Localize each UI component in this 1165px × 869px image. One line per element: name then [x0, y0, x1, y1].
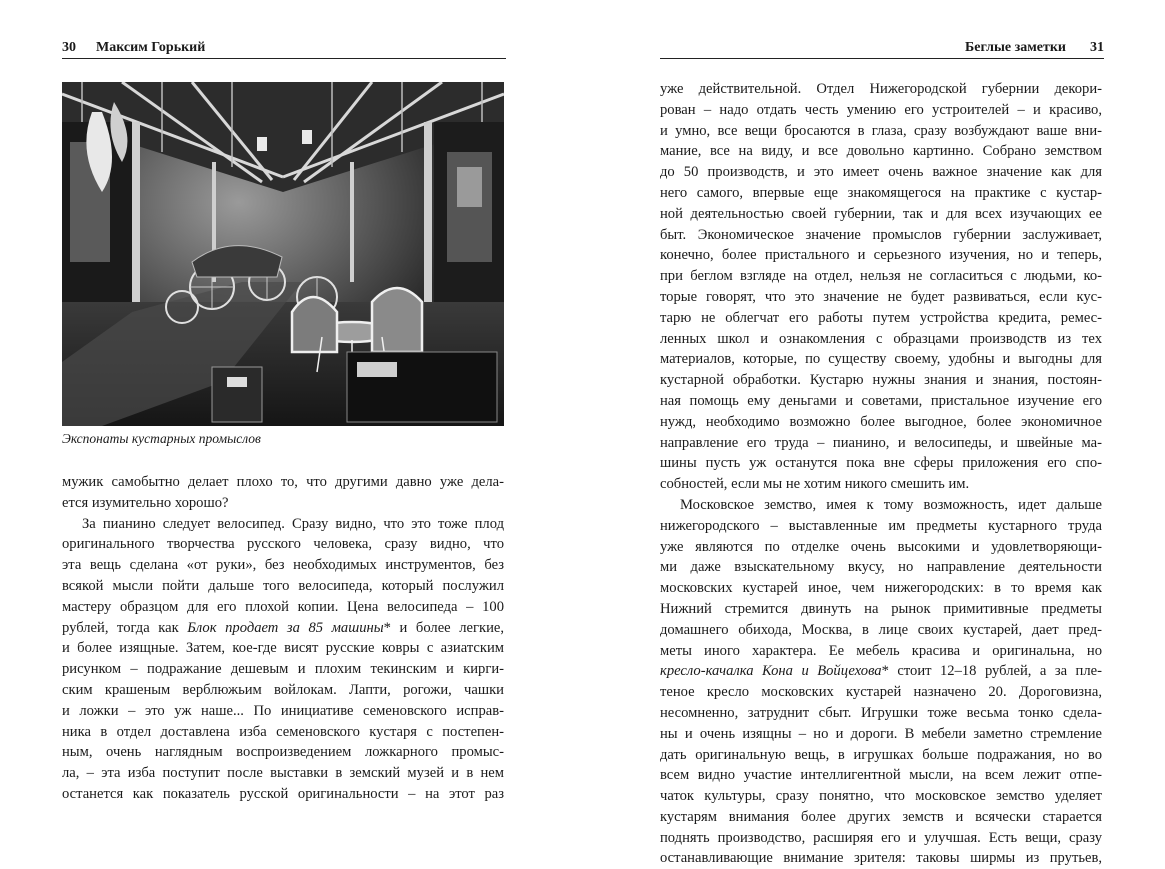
- text-line: и умно, все вещи бросаются в глаза, сразу возбуждают ваше вни-: [660, 122, 1102, 139]
- text-line: ной деятельностью своей губернии, так и для всех изучающих ее: [660, 205, 1102, 222]
- text-line: конечно, более пристального и серьезного изучения, но и теперь,: [660, 247, 1102, 264]
- text-line: [62, 618, 504, 639]
- text-line: За пианино следует велосипед. Сразу видно, что это тоже плод: [82, 515, 504, 532]
- right-body-text: [660, 79, 1102, 869]
- text-line: московских кустарей иное, чем нижегородских: в то время как: [660, 580, 1102, 597]
- running-title: Беглые заметки: [964, 40, 1066, 55]
- text-line: кустарям внимания более других земств и всячески старается: [660, 808, 1102, 825]
- text-line: останавливающие внимание зрителя: таковы ширмы из прутьев,: [660, 850, 1102, 867]
- exhibition-photo: [62, 82, 504, 426]
- italic-title: Блок продает за 85 машины: [187, 619, 384, 636]
- text-line: эта вещь сделана «от руки», без необходимых инструментов, без: [62, 557, 504, 574]
- running-head-right: [660, 40, 1104, 59]
- text-line: ским крашеным верблюжьим войлокам. Лапти, рогожи, чашки: [62, 681, 504, 698]
- text-line: нужд, необходимо возможно более выгодное, более экономичное: [660, 413, 1102, 430]
- text-line: торые говорят, что это значение не будет развиваться, если кус-: [660, 288, 1102, 305]
- text-run: * стоит 12–18 рублей, а за пле-: [881, 663, 1102, 680]
- text-line: материалов, которые, по существу своему, удобны и выгодны для: [660, 351, 1102, 368]
- text-line: несомненно, затруднит сбыт. Игрушки тоже весьма тонко сдела-: [660, 704, 1102, 721]
- text-line: поднять производство, расширяя его и улучшая. Есть вещи, сразу: [660, 829, 1102, 846]
- text-line: нижегородского – выставленные им предметы кустарного труда: [660, 517, 1102, 534]
- text-line: ника в отдел доставлена изба семеновского кустаря с постепен-: [62, 723, 504, 740]
- text-line: шины пусть уж останутся пока вне сферы приложения его спо-: [660, 455, 1102, 472]
- text-line: ным, очень наглядным воспроизведением ложкарного промыс-: [62, 744, 504, 761]
- text-line: уже являются по отделке очень высокими и удовлетворяющи-: [660, 538, 1102, 555]
- text-line: оригинального творчества русского человека, сразу видно, что: [62, 536, 504, 553]
- text-line: мастеру образцом для его плохой копии. Цена велосипеда – 100: [62, 598, 504, 615]
- text-line: чаток культуры, сразу понятно, что московское земство уделяет: [660, 788, 1102, 805]
- text-line: дать оригинальную вещь, в игрушках больше подражания, но во: [660, 746, 1102, 763]
- text-line: до 50 производств, и это имеет очень важное значение как для: [660, 164, 1102, 181]
- photo-caption: Экспонаты кустарных промыслов: [62, 431, 261, 446]
- text-line: уже действительной. Отдел Нижегородской губернии декори-: [660, 81, 1102, 97]
- text-line: ны и очень изящны – но и дороги. В мебели заметно стремление: [660, 725, 1102, 742]
- running-head-left: [62, 40, 506, 59]
- text-line: кустарной обработки. Кустарю нужны знания и знания, постоян-: [660, 372, 1102, 389]
- text-line: ми даже взыскательному вкусу, но направление деятельности: [660, 559, 1102, 576]
- text-line: теное кресло московских кустарей назначено 20. Дороговизна,: [660, 684, 1102, 701]
- text-line: ленных школ и ознакомления с образцами производств из тех: [660, 330, 1102, 347]
- text-line: рисунком – подражание дешевым и плохим текинским и кирги-: [62, 661, 504, 678]
- text-line: Нижний стремится двинуть на рынок примитивные предметы: [660, 600, 1102, 617]
- text-line: ется изумительно хорошо?: [62, 494, 229, 511]
- page-number: 31: [1090, 40, 1104, 55]
- text-line: быт. Экономическое значение промыслов губернии заслуживает,: [660, 226, 1102, 243]
- text-line: всем видно участие интеллигентной мысли, на всем лежит отпе-: [660, 767, 1102, 784]
- text-line: мужик самобытно делает плохо то, что другими давно уже дела-: [62, 474, 504, 490]
- left-body-text: [62, 472, 504, 805]
- text-run: * и более легкие,: [383, 619, 504, 636]
- text-line: Московское земство, имея к тому возможность, идет дальше: [680, 496, 1102, 513]
- text-line: собностей, если мы не хотим никого смешить им.: [660, 476, 970, 493]
- page-number: 30: [62, 40, 76, 55]
- text-line: домашнего обихода, Москва, в лице своих кустарей, дает пред-: [660, 621, 1102, 638]
- text-line: ная помощь ему деньгами и советами, пристальное изучение его: [660, 392, 1102, 409]
- running-title: Максим Горький: [96, 40, 206, 55]
- text-line: него самого, впервые еще знакомящегося на практике с кустар-: [660, 184, 1102, 201]
- text-run: рублей, тогда как: [62, 619, 188, 636]
- text-line: ла, – эта изба поступит после выставки в земский музей и в нем: [62, 765, 504, 782]
- text-line: рован – надо отдать честь умению его устроителей – и красиво,: [660, 101, 1102, 118]
- text-line: при беглом взгляде на отдел, нельзя не согласиться с людьми, ко-: [660, 268, 1102, 285]
- italic-title: кресло-качалка Кона и Войцехова: [660, 663, 882, 680]
- text-line: меты иного характера. Ее мебель красива и оригинальна, но: [660, 642, 1102, 659]
- text-line: [660, 661, 1102, 682]
- text-line: останется как показатель русской оригинальности – на этот раз: [62, 785, 504, 802]
- text-line: и более изящные. Затем, кое-где висят русские ковры с азиатским: [62, 640, 504, 657]
- text-line: всякой мысли пойти дальше того велосипеда, который послужил: [62, 577, 504, 594]
- text-line: и ложки – это уж наше... По инициативе семеновского исправ-: [62, 702, 504, 719]
- text-line: тарю не облегчат его работы путем устройства кредита, ремес-: [660, 309, 1102, 326]
- text-line: мание, все на виду, и все довольно картинно. Собрано земством: [660, 143, 1102, 160]
- text-line: направление его труда – пианино, и велосипеды, и швейные ма-: [660, 434, 1102, 451]
